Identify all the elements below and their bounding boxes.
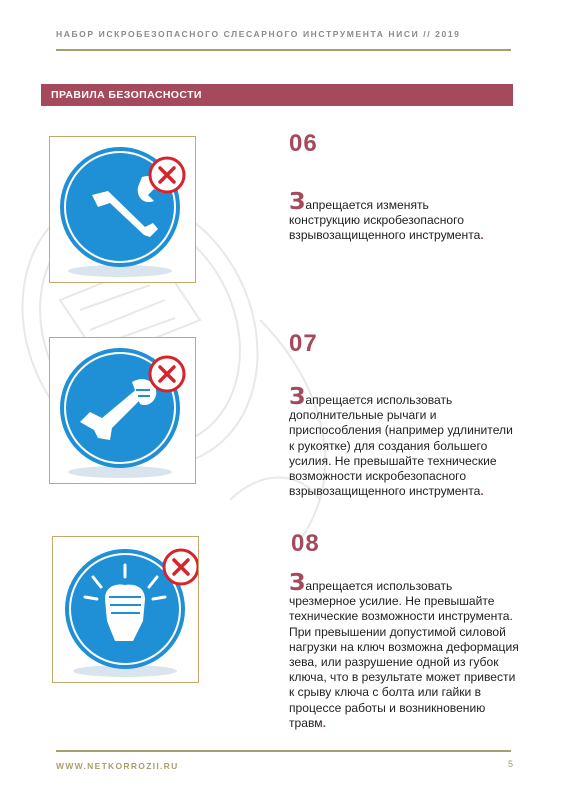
- rule-06-end-dot: .: [480, 228, 484, 243]
- rule-07-end-dot: .: [480, 484, 484, 499]
- rule-06-number: 06: [289, 130, 318, 157]
- rule-07-number: 07: [289, 330, 318, 357]
- document-header-title: НАБОР ИСКРОБЕЗОПАСНОГО СЛЕСАРНОГО ИНСТРУМЕНТА НИСИ // 2019: [56, 29, 461, 39]
- footer-divider: [56, 750, 511, 752]
- rule-08-number: 08: [291, 530, 320, 557]
- rule-06-text: [289, 189, 489, 244]
- rule-06-body: апрещается изменять конструкцию искробезопасного взрывозащищенного инструмента: [289, 198, 481, 243]
- rule-07-image: [49, 337, 196, 484]
- wrench-modification-icon: [50, 137, 195, 282]
- wrench-extension-icon: [50, 338, 195, 483]
- rule-06-drop-letter: З: [289, 189, 306, 215]
- rule-08-text: [289, 570, 519, 731]
- rule-08-drop-letter: З: [289, 570, 306, 596]
- fist-force-icon: [53, 537, 198, 682]
- rule-07-drop-letter: З: [289, 384, 306, 410]
- footer-website-link[interactable]: WWW.NETKORROZII.RU: [56, 761, 179, 771]
- rule-07-body: апрещается использовать дополнительные рычаги и приспособления (например удлинители к рукоятке) для создания большего усилия. Не превышайте технические возможности искробезопасного взрывозащищенного инструмента: [289, 393, 513, 499]
- rule-08-end-dot: .: [322, 715, 326, 730]
- rule-06-image: [49, 136, 196, 283]
- header-divider: [56, 49, 511, 51]
- rule-07-text: [289, 384, 515, 499]
- rule-08-image: [52, 536, 199, 683]
- section-banner: [41, 84, 513, 106]
- page-number: 5: [508, 759, 514, 769]
- section-title: ПРАВИЛА БЕЗОПАСНОСТИ: [51, 89, 202, 101]
- rule-08-body: апрещается использовать чрезмерное усилие. Не превышайте технические возможности инструмента. При превышении допустимой силовой нагрузки на ключ возможна деформация зева, или разрушение одной из губок ключа, что в результате может привести к срыву ключа с болта или гайки в процессе работы и возникновению травм: [289, 579, 519, 730]
